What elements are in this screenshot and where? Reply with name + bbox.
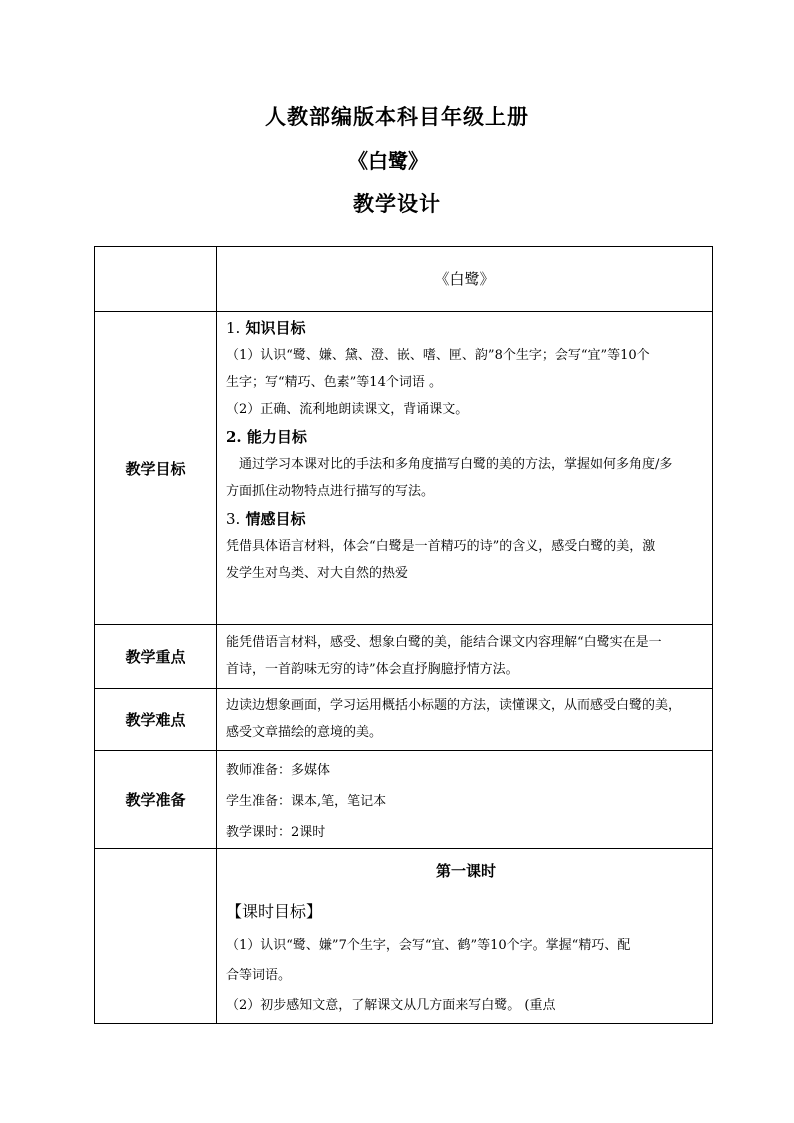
preparation-content xyxy=(217,751,713,849)
key-line2: 首诗，一首韵味无穷的诗”体会直抒胸臆抒情方法。 xyxy=(226,662,519,677)
table-row xyxy=(95,751,713,849)
section-number: 1. xyxy=(226,319,241,337)
lesson-plan-table xyxy=(94,246,713,1024)
section-number: 3. xyxy=(226,510,241,528)
emotion-goal-heading xyxy=(226,505,706,533)
ability-line1: 通过学习本课对比的手法和多角度描写白鹭的美的方法，掌握如何多角度/多 xyxy=(239,457,673,472)
teacher-prep: 教师准备：多媒体 xyxy=(226,763,331,778)
knowledge-goal-heading xyxy=(226,314,706,342)
class-hours: 教学课时：2课时 xyxy=(226,825,326,840)
ability-line2: 方面抓住动物特点进行描写的写法。 xyxy=(226,484,435,499)
goals-label: 教学目标 xyxy=(95,312,217,625)
blank-label-cell xyxy=(95,849,217,1024)
section-title: 情感目标 xyxy=(245,510,306,528)
lesson1-title: 第一课时 xyxy=(435,862,496,880)
knowledge-item-1-line1: （1）认识“鹭、嫌、黛、澄、嵌、嗜、匣、韵”8个生字；会写“宜”等10个 xyxy=(226,348,650,363)
emotion-line2: 发学生对鸟类、对大自然的热爱 xyxy=(226,566,409,581)
knowledge-item-1-line2: 生字；写“精巧、色素”等14个词语 。 xyxy=(226,375,442,390)
student-prep: 学生准备：课本,笔，笔记本 xyxy=(226,794,387,809)
table-row xyxy=(95,312,713,625)
preparation-label: 教学准备 xyxy=(95,751,217,849)
lesson1-goal2: （2）初步感知文意，了解课文从几方面来写白鹭。 (重点 xyxy=(226,998,556,1013)
difficulty-line1: 边读边想象画面，学习运用概括小标题的方法，读懂课文，从而感受白鹭的美， xyxy=(226,698,682,713)
lesson-name: 《白鹭》 xyxy=(434,270,495,288)
blank-label-cell xyxy=(95,247,217,312)
key-points-label: 教学重点 xyxy=(95,625,217,689)
table-row xyxy=(95,625,713,689)
ability-goal-heading: 2. 能力目标 xyxy=(226,428,307,446)
lesson1-goal-heading: 【课时目标】 xyxy=(226,902,323,921)
document-subtitle: 教学设计 xyxy=(353,191,441,216)
difficulty-content xyxy=(217,689,713,751)
knowledge-item-2: （2）正确、流利地朗读课文，背诵课文。 xyxy=(226,402,469,417)
document-title: 人教部编版本科目年级上册 xyxy=(265,104,529,129)
lesson-name-cell xyxy=(217,247,713,312)
goals-content xyxy=(217,312,713,625)
lesson-title: 《白鹭》 xyxy=(348,149,428,173)
emotion-line1: 凭借具体语言材料，体会“白鹭是一首精巧的诗”的含义，感受白鹭的美，激 xyxy=(226,539,656,554)
table-row xyxy=(95,247,713,312)
lesson1-content xyxy=(217,849,713,1024)
key-points-content xyxy=(217,625,713,689)
key-line1: 能凭借语言材料，感受、想象白鹭的美，能结合课文内容理解“白鹭实在是一 xyxy=(226,635,662,650)
table-row xyxy=(95,689,713,751)
section-title: 知识目标 xyxy=(245,319,306,337)
difficulty-line2: 感受文章描绘的意境的美。 xyxy=(226,725,383,740)
lesson1-goal1-line2: 合等词语。 xyxy=(226,968,292,983)
lesson1-goal1-line1: （1）认识“鹭、嫌”7个生字，会写“宜、鹤”等10个字。掌握“精巧、配 xyxy=(226,938,631,953)
table-row xyxy=(95,849,713,1024)
difficulty-label: 教学难点 xyxy=(95,689,217,751)
